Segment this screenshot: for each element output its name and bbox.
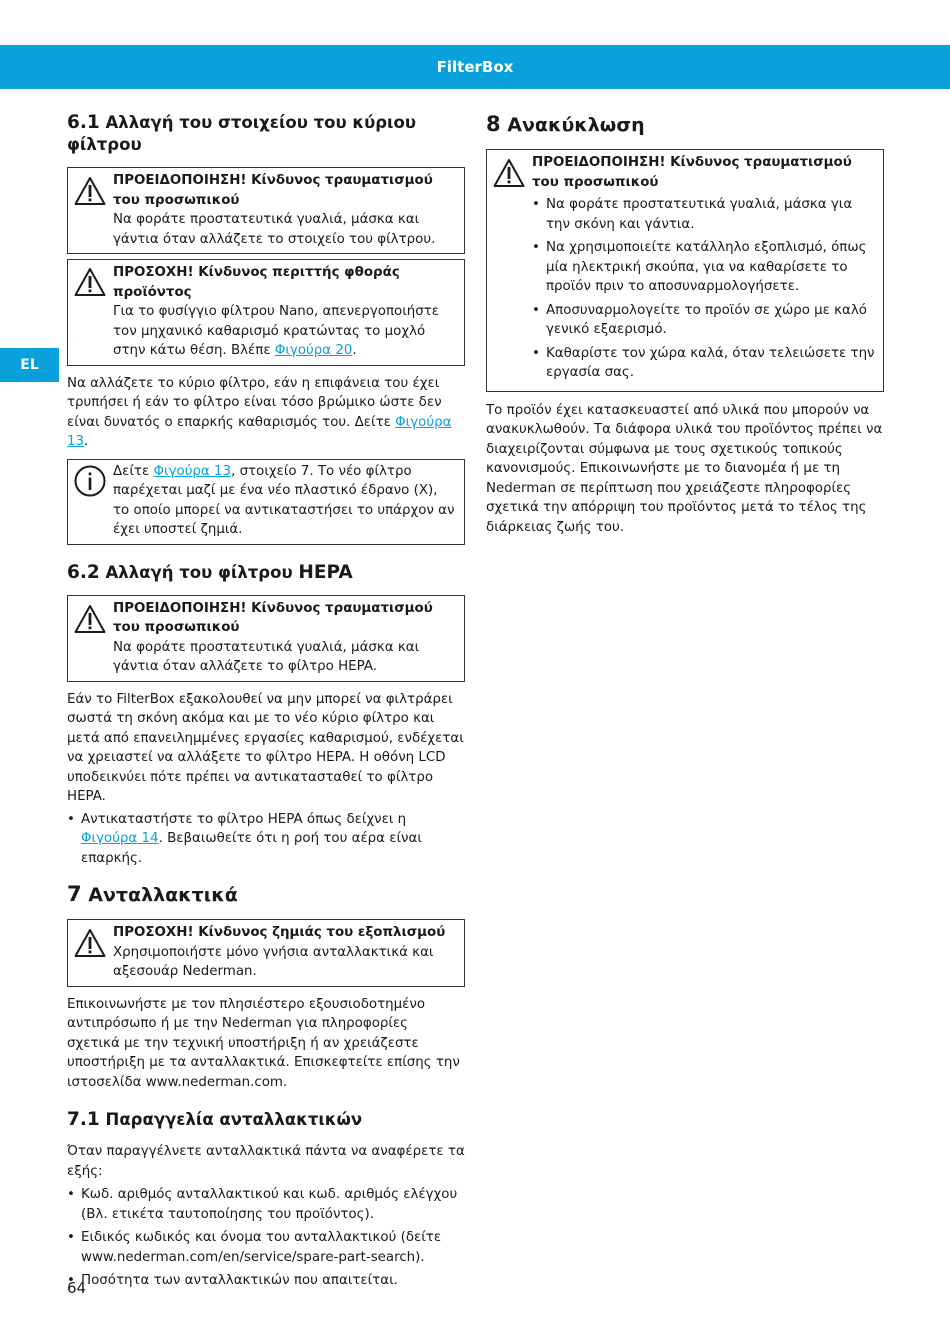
section-number: 6.2 (67, 561, 100, 583)
caution-body: Για το φυσίγγιο φίλτρου Nano, απενεργοποιήστε τον μηχανικό καθαρισμό κρατώντας το μοχλό στην κάτω θέση. Βλέπε (113, 304, 439, 358)
punctuation: . (84, 434, 89, 449)
section-number: 7.1 (67, 1109, 100, 1130)
section-title-hepa: HEPA (298, 561, 353, 583)
section-title: Ανταλλακτικά (88, 884, 238, 906)
paragraph: Επικοινωνήστε με τον πλησιέστερο εξουσιοδοτημένο αντιπρόσωπο ή με την Nederman για πληροφορίες σχετικά με την τεχνική υποστήριξη ή αν χρειάζεστε υποστήριξη με τα ανταλλακτικά. Επισκεφτείτε επίσης την ιστοσελίδα www.nederman.com. (67, 996, 460, 1090)
list-text: Αντικαταστήστε το φίλτρο HEPA όπως δείχνει η (81, 811, 407, 827)
list-item: • Κωδ. αριθμός ανταλλακτικού και κωδ. αριθμός ελέγχου (Βλ. ετικέτα ταυτοποίησης του προϊόντος). (67, 1185, 465, 1224)
section-number: 8 (486, 112, 501, 136)
list-item: • Ειδικός κωδικός και όνομα του ανταλλακτικού (δείτε www.nederman.com/en/service/spare-part-search). (67, 1228, 465, 1267)
section-7-heading (67, 882, 465, 907)
warning-triangle-icon (493, 158, 525, 188)
warning-box (486, 149, 884, 392)
top-banner (0, 45, 950, 89)
caution-box (67, 919, 465, 987)
figure-13-link[interactable]: Φιγούρα 13 (153, 463, 232, 479)
list-item: • Ποσότητα των ανταλλακτικών που απαιτείται. (67, 1271, 465, 1291)
warning-text: Να φοράτε προστατευτικά γυαλιά, μάσκα και γάντια όταν αλλάζετε το στοιχείο του φίλτρου. (113, 212, 436, 247)
document-title: FilterBox (436, 58, 514, 76)
section-8-heading (486, 112, 884, 137)
section-title: Αλλαγή του φίλτρου (105, 562, 293, 582)
paragraph-text: Να αλλάζετε το κύριο φίλτρο, εάν η επιφάνεια του έχει τρυπήσει ή εάν το φίλτρο είναι τόσο βρώμικο ώστε δεν είναι δυνατός ο επαρκής καθαρισμός του. Δείτε (67, 375, 442, 430)
caution-text: Χρησιμοποιήστε μόνο γνήσια ανταλλακτικά και αξεσουάρ Nederman. (113, 944, 434, 979)
list-text: . Βεβαιωθείτε ότι η ροή του αέρα είναι επαρκής. (81, 831, 422, 866)
bullet-list (67, 1185, 465, 1291)
warning-box (67, 595, 465, 682)
caution-text (113, 302, 456, 361)
punctuation: . (352, 343, 357, 358)
section-number: 7 (67, 882, 82, 906)
warning-triangle-icon (74, 928, 106, 958)
paragraph: Όταν παραγγέλνετε ανταλλακτικά πάντα να αναφέρετε τα εξής: (67, 1144, 465, 1179)
bullet-list (532, 195, 875, 383)
caution-box (67, 259, 465, 366)
list-item: • Να φοράτε προστατευτικά γυαλιά, μάσκα για την σκόνη και γάντια. (532, 195, 875, 234)
section-7-1-heading (67, 1109, 465, 1131)
warning-title: ΠΡΟΕΙΔΟΠΟΙΗΣΗ! Κίνδυνος τραυματισμού του προσωπικού (113, 173, 433, 208)
info-text (113, 462, 456, 540)
list-item: • Καθαρίστε τον χώρα καλά, όταν τελειώσετε την εργασία σας. (532, 344, 875, 383)
section-title: Αλλαγή του στοιχείου του κύριου φίλτρου (67, 113, 416, 154)
right-column (486, 112, 884, 540)
language-label: EL (20, 357, 39, 373)
warning-text: Να φοράτε προστατευτικά γυαλιά, μάσκα και γάντια όταν αλλάζετε το φίλτρο HEPA. (113, 639, 420, 674)
list-item: • Αποσυναρμολογείτε το προϊόν σε χώρο με καλό γενικό εξαερισμό. (532, 301, 875, 340)
info-box (67, 459, 465, 545)
paragraph: Το προϊόν έχει κατασκευαστεί από υλικά που μπορούν να ανακυκλωθούν. Τα διάφορα υλικά του προϊόντος πρέπει να διαχειρίζονται σύμφωνα με τους σχετικούς τοπικούς κανονισμούς. Επικοινωνήστε με το διανομέα ή με τη Nederman σε περίπτωση που χρειάζεστε πληροφορίες σχετικά την απόρριψη του προϊόντος μετά το τέλος της διάρκειας ζωής του. (486, 402, 883, 535)
list-item: • Να χρησιμοποιείτε κατάλληλο εξοπλισμό, όπως μία ηλεκτρική σκούπα, για να καθαρίσετε το προϊόν πριν το αποσυναρμολογήσετε. (532, 238, 875, 297)
section-6-1-heading (67, 112, 465, 156)
paragraph (67, 374, 465, 452)
info-pre: Δείτε (113, 463, 154, 479)
info-post: , στοιχείο 7. Το νέο φίλτρο παρέχεται μαζί με ένα νέο πλαστικό έδρανο (X), το οποίο μπορεί να αντικαταστήσει το υπάρχον αν έχει υποστεί ζημιά. (113, 463, 455, 537)
caution-title: ΠΡΟΣΟΧΗ! Κίνδυνος περιττής φθοράς προϊόντος (113, 265, 400, 300)
figure-20-link[interactable]: Φιγούρα 20 (274, 343, 353, 358)
section-title: Ανακύκλωση (507, 114, 645, 136)
warning-triangle-icon (74, 176, 106, 206)
warning-triangle-icon (74, 604, 106, 634)
warning-box (67, 167, 465, 254)
section-6-2-heading (67, 562, 465, 584)
section-title: Παραγγελία ανταλλακτικών (105, 1110, 363, 1129)
bullet-list (67, 810, 465, 869)
warning-triangle-icon (74, 267, 106, 297)
info-circle-icon (74, 465, 106, 497)
page-number: 64 (67, 1279, 87, 1297)
figure-13-link[interactable]: Φιγούρα 13 (67, 414, 452, 449)
left-column (67, 112, 465, 1295)
language-tab (0, 348, 59, 382)
list-item (67, 810, 465, 869)
warning-title: ΠΡΟΕΙΔΟΠΟΙΗΣΗ! Κίνδυνος τραυματισμού του προσωπικού (532, 155, 852, 190)
section-number: 6.1 (67, 112, 100, 133)
figure-14-link[interactable]: Φιγούρα 14 (81, 831, 159, 846)
warning-title: ΠΡΟΕΙΔΟΠΟΙΗΣΗ! Κίνδυνος τραυματισμού του προσωπικού (113, 600, 433, 635)
paragraph: Εάν το FilterBox εξακολουθεί να μην μπορεί να φιλτράρει σωστά τη σκόνη ακόμα και με το νέο κύριο φίλτρο και μετά από επανειλημμένες εργασίες καθαρισμού, ενδέχεται να χρειαστεί να αλλάξετε το φίλτρο HEPA. Η οθόνη LCD υποδεικνύει πότε πρέπει να αντικατασταθεί το φίλτρο HEPA. (67, 691, 464, 804)
caution-title: ΠΡΟΣΟΧΗ! Κίνδυνος ζημιάς του εξοπλισμού (113, 925, 446, 940)
